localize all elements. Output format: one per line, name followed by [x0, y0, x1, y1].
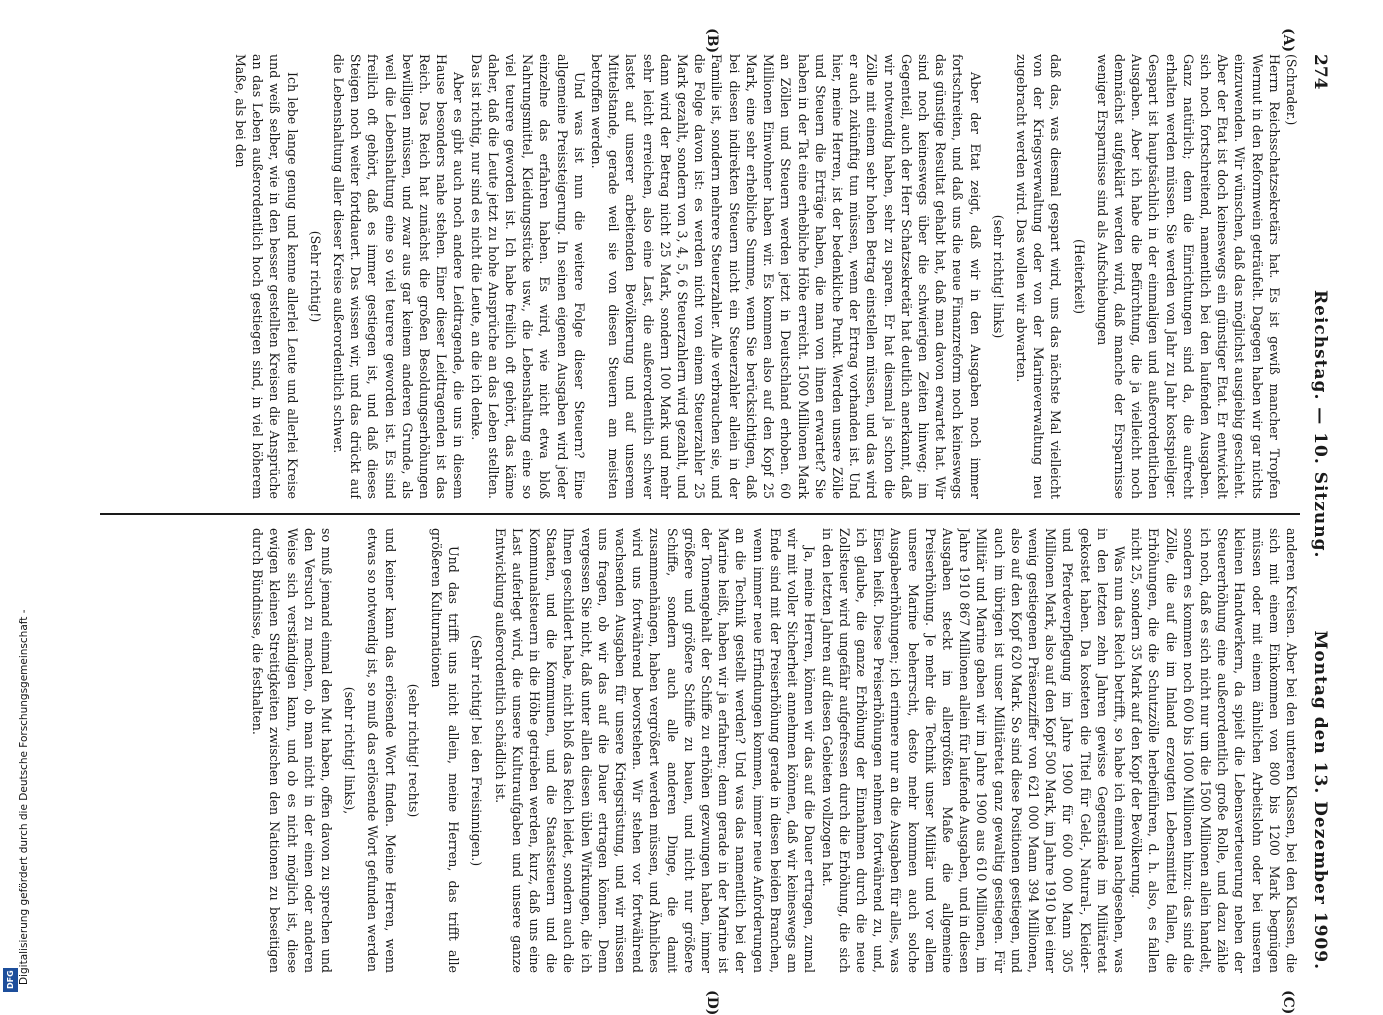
- paragraph: und keiner kann das erlösende Wort finden. Meine Herren, wenn etwas so notwendig ist, so muß das erlösende Wort gefunden werden: [365, 528, 398, 973]
- paragraph: Was nun das Reich betrifft, so habe ich einmal nachgesehen, was in den letzten zehn Jahren gewisse Gegenstände im Militäretat gekostet haben. Da kosteten die Titel für Geld-, Natural-, Kleider- und Pferdeverpflegung im Jahre 1900 für 600 000 Mann 305 Millionen Mark, also auf den Kopf 500 Mark, im Jahre 1910 bei einer wenig gestiegenen Präsenzziffer von 621 000 Mann 394 Millionen, also auf den Kopf 620 Mark. So sind diese Positionen gestiegen, und auch im übrigen ist unser Militäretat ganz gewaltig gestiegen. Für Militär und Marine gaben wir im Jahre 1900 aus 610 Millionen, im Jahre 1910 867 Millionen allein für laufende Ausgaben, und in diesen Ausgaben steckt im allergrößten Maße die allgemeine Preiserhöhung. Je mehr die Technik unser Militär und vor allem unsere Marine beherrscht, desto mehr kommen auch solche Ausgabeerhöhungen; ich erinnere nur an die Ausgaben für alles, was Eisen heißt. Diese Preiserhöhungen nehmen fortwährend zu, und, ich glaube, die ganze Erhöhung der Einnahmen durch die neue Zollsteuer wird ungefähr aufgefressen durch die Erhöhung, die sich in den letzten Jahren auf diesen Gebieten vollzogen hat.: [819, 528, 1127, 973]
- speaker-label: (Schrader.): [1284, 54, 1299, 126]
- dfg-logo-text: DFG: [6, 970, 15, 990]
- paragraph: so muß jemand einmal den Mut haben, offen davon zu sprechen und den Versuch zu machen, ob man nicht in der einen oder anderen Weise sich verständigen kann, und ob es nicht möglich ist, diese ewigen kleinen Streitigkeiten zwischen den Nationen zu beseitigen durch Bündnisse, die festhalten.: [250, 528, 335, 973]
- interjection: (sehr richtig! links): [990, 214, 1006, 339]
- interjection: (Heiterkeit): [1071, 239, 1087, 314]
- margin-marker-a: (A): [1280, 28, 1296, 53]
- paragraph: Ich lebe lange genug und kenne allerlei Leute und allerlei Kreise und weiß selber, wie in den besser gestellten Kreisen die Ansprüche an das Leben außerordentlich hoch gestiegen sind, in viel höherem Maße, als bei den: [233, 54, 300, 499]
- paragraph: Ja, meine Herren, können wir das auf die Dauer ertragen, zumal wir mit voller Sicherheit annehmen können, daß wir keineswegs am Ende sind mit der Preiserhöhung gerade in diesen beiden Branchen, wenn immer neue Erfindungen kommen, immer neue Anforderungen an die Technik gestellt werden? Und was das namentlich bei der Marine heißt, haben wir ja erfahren; denn gerade in der Marine ist der Tonnengehalt der Schiffe zu erhöhen gezwungen haben, immer größere und größere Schiffe zu bauen, und nicht nur größere Schiffe, sondern auch alle anderen Dinge, die damit zusammenhängen, haben vergrößert werden müssen, und Ähnliches wird uns fortwährend bevorstehen. Wir stehen vor fortwährend wachsenden Ausgaben für unsere Kriegsrüstung, und wir müssen uns fragen, ob wir das auf die Dauer ertragen können. Denn vergessen Sie nicht, daß unter allen diesen üblen Wirkungen, die ich Ihnen geschildert habe, nicht bloß das Reich leidet, sondern auch die Staaten, und die Kommunen, und die Staatssteuern und die Kommunalsteuern in die Höhe getrieben werden, kurz, daß uns eine Last auferlegt wird, die unsere Kulturaufgaben und unsere ganze Entwicklung außerordentlich schädlich ist.: [492, 528, 818, 973]
- interjection: (sehr richtig! rechts): [405, 683, 421, 818]
- interjection: (Sehr richtig! bei den Freisinnigen.): [469, 634, 485, 867]
- interjection: (sehr richtig! links),: [342, 686, 358, 815]
- document-page: [80, 28, 1340, 1015]
- left-column: [90, 54, 1300, 499]
- page-header: [1306, 50, 1330, 980]
- paragraph: Und das trifft uns nicht allein, meine Herren, das trifft alle größeren Kulturnationen: [429, 528, 462, 973]
- paragraph: Aber der Etat zeigt, daß wir in den Ausgaben noch immer fortschreiten, und daß uns die neue Finanzreform noch keineswegs das günstige Resultat gehabt hat, daß man davon erwartet hat. Wir sind noch keineswegs über die schwierigen Zeiten hinweg; im Gegenteil, auch der Herr Schatzsekretär hat deutlich anerkannt, daß wir notwendig haben, sehr zu sparen. Er hat diesmal ja schon die Zölle mit einem sehr hohen Betrag einstellen müssen, und das wird er auch zukünftig tun müssen, wenn der Ertrag vorhanden ist. Und hier, meine Herren, ist der bedenkliche Punkt. Werden unsere Zölle und Steuern die Erträge haben, die man von ihnen erwartet? Sie haben in der Tat eine erhebliche Höhe erreicht. 1500 Millionen Mark an Zöllen und Steuern werden jetzt in Deutschland erhoben. 60 Millionen Einwohner haben wir. Es kommen also auf den Kopf 25 Mark, eine sehr erhebliche Summe, wenn Sie berücksichtigen, daß bei diesen indirekten Steuern nicht ein Steuerzahler allein in der Familie ist, sondern mehrere Steuerzahler. Alle verbrauchen sie, und die Folge davon ist: es werden nicht von einem Steuerzahler 25 Mark gezahlt, sondern von 3, 4, 5, 6 Steuerzahlern wird gezahlt, und dann wird der Betrag nicht 25 Mark, sondern 100 Mark und mehr sehr leicht erreichen, also eine Last, die außerordentlich schwer lastet auf unserer arbeitenden Bevölkerung und auf unserem Mittelstande, gerade weil sie von diesen Steuern am meisten betroffen werden.: [589, 54, 983, 499]
- sidebar: [0, 0, 30, 1000]
- paragraph: Und was ist nun die weitere Folge dieser Steuern? Eine allgemeine Preissteigerung. In seinen eigenen Ausgaben wird jeder einzelne das erfahren haben. Es wird, wie nicht etwa bloß Nahrungsmittel, Kleidungsstücke usw., die Lebenshaltung eine so viel teurere geworden ist. Ich habe freilich oft gehört, das käme daher, daß die Leute jetzt zu hohe Ansprüche an das Leben stellten. Das ist richtig, nur sind es nicht die Leute, an die ich denke.: [468, 54, 587, 499]
- page-title: Reichstag. — 10. Sitzung.: [1310, 290, 1330, 559]
- paragraph: daß das, was diesmal gespart wird, uns das nächste Mal vielleicht von der Kriegsverwaltung oder von der Marineverwaltung neu zugebracht werden wird. Das wollen wir abwarten.: [1013, 54, 1064, 499]
- paragraph: anderen Kreisen. Aber bei den unteren Klassen, bei den Klassen, die sich mit einem Einkommen von 800 bis 1200 Mark begnügen müssen oder mit einem ähnlichen Arbeitslohn oder bei unseren kleinen Handwerkern, da spielt die Lebensverteuerung neben der Steuererhöhung eine außerordentlich große Rolle, und dazu zähle ich noch, daß es sich nicht nur um die 1500 Millionen allein handelt, sondern es kommen noch 600 bis 1000 Millionen hinzu: das sind die Zölle, die auf die im Inland erzeugten Lebensmittel fallen, die Erhöhungen, die die Schutzzölle herbeiführen, d. h. also, es fallen nicht 25, sondern 35 Mark auf den Kopf der Bevölkerung.: [1129, 528, 1299, 973]
- page-number: 274: [1310, 54, 1330, 90]
- column-divider: [100, 513, 1300, 515]
- margin-marker-c: (C): [1280, 990, 1296, 1015]
- funding-credit: Digitalisierung gefördert durch die Deutsche Forschungsgemeinschaft -: [18, 609, 30, 985]
- margin-marker-d: (D): [704, 990, 720, 1015]
- dfg-logo-icon: [3, 968, 18, 992]
- paragraph: Aber es gibt auch noch andere Leidtragende, die uns in diesem Hause besonders nahe stehen. Einer dieser Leidtragenden ist das Reich. Das Reich hat zunächst die großen Besoldungserhöhungen bewilligen müssen, und zwar aus gar keinem anderen Grunde, als weil die Lebenshaltung eine so viel teurere geworden ist. Es sind freilich oft gehört, daß es immer gestiegen ist, und daß dieses Steigen noch weiter fortdauert. Das wissen wir, und das drückt auf die Lebenshaltung aller dieser Kreise außerordentlich schwer.: [331, 54, 467, 499]
- right-column: [90, 528, 1300, 973]
- page-date: Montag den 13. Dezember 1909.: [1310, 630, 1330, 970]
- margin-marker-b: (B): [704, 28, 720, 54]
- paragraph: Herrn Reichsschatzsekretärs hat. Es ist gewiß mancher Tropfen Wermut in den Reformwein geträufelt. Dagegen haben wir gar nichts einzuwenden. Wir wünschen, daß das möglichst ausgiebig geschieht. Aber der Etat ist doch keineswegs ein günstiger Etat. Er entwickelt sich noch fortschreitend, namentlich bei den laufenden Ausgaben. Ganz natürlich; denn die Einrichtungen sind da, die aufrecht erhalten werden müssen. Sie werden von Jahr zu Jahr kostspieliger. Gespart ist hauptsächlich in der einmaligen und außerordentlichen Ausgaben. Aber ich habe die Befürchtung, die ja vielleicht noch demnächst aufgeklärt werden wird, daß manche der Ersparnisse weniger Ersparnisse sind als Aufschiebungen: [1094, 54, 1282, 499]
- interjection: (Sehr richtig!): [307, 230, 323, 323]
